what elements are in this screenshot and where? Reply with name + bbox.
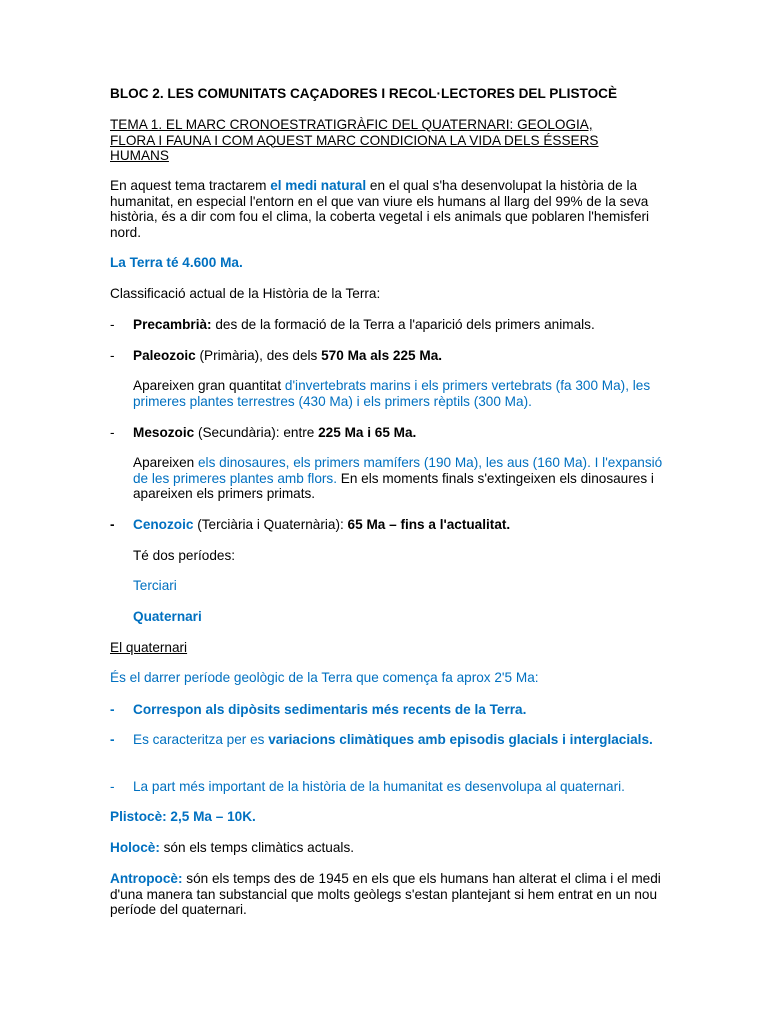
- antropoce-text: són els temps des de 1945 en els que els humans han alterat el clima i el medi d'una manera tan substancial que molts geòlegs s'estan plantejant si hem entrat en un nou període del quaternari.: [110, 871, 661, 918]
- intro-text-start: En aquest tema tractarem: [110, 178, 271, 193]
- quaternari-bullet-2: [133, 732, 663, 748]
- bullet-dash: -: [110, 348, 115, 363]
- era-mesozoic: [133, 425, 663, 441]
- classification-title: Classificació actual de la Història de la Terra:: [110, 286, 381, 301]
- era-name: Cenozoic: [133, 517, 194, 532]
- era-description: (Primària), des dels: [195, 348, 322, 363]
- era-name: Paleozoic: [133, 348, 196, 363]
- intro-paragraph: [110, 178, 670, 240]
- tema-title-line-1: TEMA 1. EL MARC CRONOESTRATIGRÀFIC DEL QUATERNARI: GEOLOGIA,: [110, 117, 593, 132]
- bullet-dash: -: [110, 317, 115, 332]
- periods-intro: Té dos períodes:: [133, 548, 236, 563]
- era-cenozoic: [133, 517, 663, 533]
- quaternari-bullet-1: Correspon als dipòsits sedimentaris més recents de la Terra.: [133, 702, 527, 717]
- era-range: 225 Ma i 65 Ma.: [318, 425, 417, 440]
- holoce-label: Holocè:: [110, 840, 160, 855]
- tema-title: [110, 117, 670, 164]
- bullet-dash: -: [110, 425, 115, 440]
- detail-highlight: d'invertebrats marins i els primers vertebrats (fa 300 Ma), les primeres plantes terrestres (430 Ma) i els primers rèptils (300 Ma).: [133, 378, 651, 409]
- period-terciari: Terciari: [133, 578, 177, 593]
- detail-highlight: els dinosaures, els primers mamífers (190 Ma), les aus (160 Ma). I l'expansió de les primeres plantes amb flors.: [133, 455, 663, 486]
- terra-age: La Terra té 4.600 Ma.: [110, 255, 243, 270]
- bullet-text: Es caracteritza per es: [133, 732, 269, 747]
- paleozoic-detail: [133, 378, 663, 409]
- period-quaternari: Quaternari: [133, 609, 202, 624]
- era-description: (Terciària i Quaternària):: [193, 517, 348, 532]
- document-heading: BLOC 2. LES COMUNITATS CAÇADORES I RECOL·LECTORES DEL PLISTOCÈ: [110, 86, 618, 101]
- intro-highlight: el medi natural: [270, 178, 367, 193]
- detail-text-end: En els moments finals s'extingeixen els dinosaures i apareixen els primers primats.: [133, 470, 654, 502]
- detail-text: Apareixen: [133, 455, 198, 470]
- bullet-dash: -: [110, 702, 115, 717]
- quaternari-definition: És el darrer període geològic de la Terra que comença fa aprox 2'5 Ma:: [110, 670, 539, 685]
- antropoce-label: Antropocè:: [110, 871, 183, 886]
- era-description: des de la formació de la Terra a l'aparició dels primers animals.: [211, 317, 595, 332]
- antropoce-paragraph: [110, 871, 670, 918]
- intro-text-end: en el qual s'ha desenvolupat la història de la humanitat, en especial l'entorn en el que van viure els humans al llarg del 99% de la seva història, és a dir com fou el clima, la coberta vegetal i els animals que poblaren l'hemisferi nord.: [110, 178, 650, 240]
- bullet-highlight: variacions climàtiques amb episodis glacials i interglacials.: [268, 732, 653, 747]
- quaternari-bullet-3: La part més important de la història de la humanitat es desenvolupa al quaternari.: [133, 779, 625, 794]
- tema-title-line-2: FLORA I FAUNA I COM AQUEST MARC CONDICIONA LA VIDA DELS ÉSSERS: [110, 132, 599, 148]
- era-precambria: [133, 317, 663, 333]
- era-name: Precambrià:: [133, 317, 212, 332]
- bullet-dash: -: [110, 779, 115, 794]
- plistoce-line: Plistocè: 2,5 Ma – 10K.: [110, 809, 256, 824]
- bullet-dash: -: [110, 732, 115, 747]
- mesozoic-detail: [133, 455, 663, 502]
- detail-text: Apareixen gran quantitat: [133, 378, 285, 393]
- holoce-text: són els temps climàtics actuals.: [159, 840, 355, 855]
- bullet-dash: -: [110, 517, 115, 532]
- holoce-line: [110, 840, 670, 856]
- era-range: 65 Ma – fins a l'actualitat.: [347, 517, 511, 532]
- era-paleozoic: [133, 348, 663, 364]
- era-range: 570 Ma als 225 Ma.: [321, 348, 443, 363]
- tema-title-line-3: HUMANS: [110, 148, 169, 164]
- section-title-quaternari: El quaternari: [110, 640, 188, 655]
- era-name: Mesozoic: [133, 425, 195, 440]
- era-description: (Secundària): entre: [194, 425, 319, 440]
